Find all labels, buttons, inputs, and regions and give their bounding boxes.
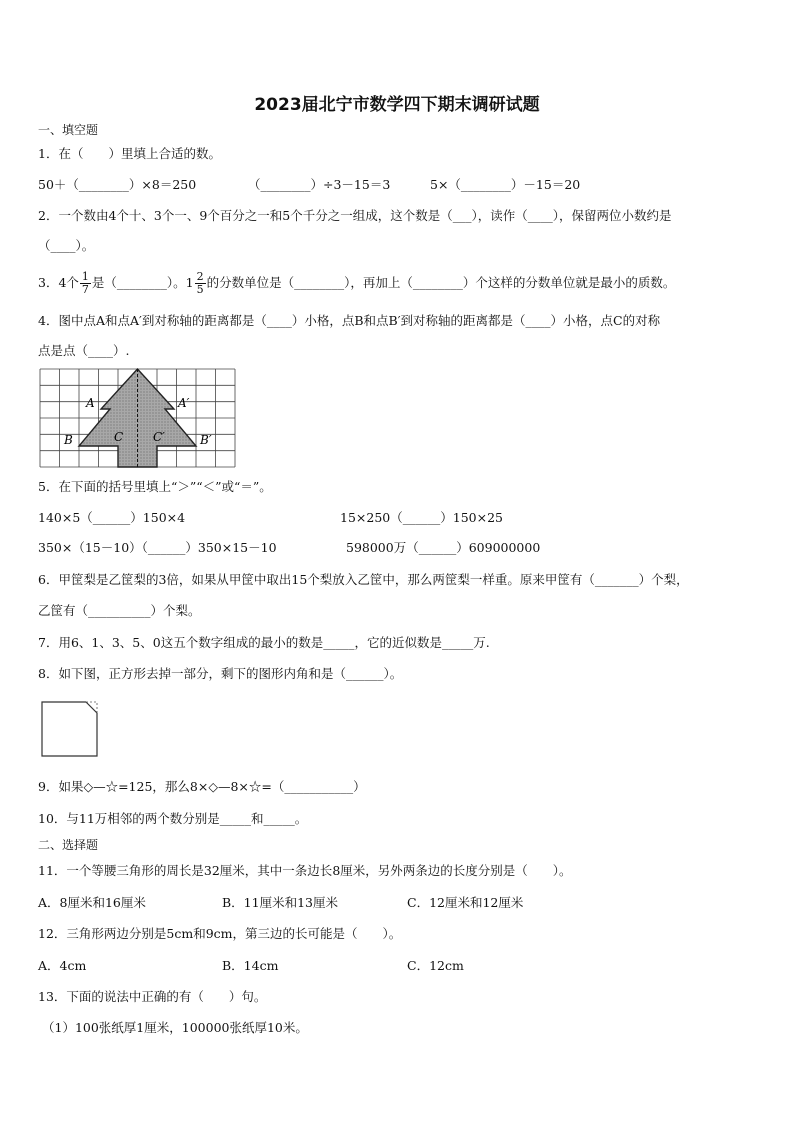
fraction-numerator: 1 <box>81 270 89 283</box>
question-13: 13．下面的说法中正确的有（ ）句。 <box>38 989 267 1004</box>
point-label-C-prime: C′ <box>153 430 165 444</box>
question-1b: （________）÷3－15＝3 <box>248 177 391 192</box>
mixed-number-whole: 1 <box>185 275 194 290</box>
point-label-B: B <box>64 433 73 447</box>
point-label-A: A <box>86 396 95 410</box>
question-3 <box>38 266 675 300</box>
question-5: 5．在下面的括号里填上“＞”“＜”或“＝”。 <box>38 479 272 494</box>
q3-text-2: 是（________）。 <box>91 275 186 290</box>
fraction-denominator: 7 <box>81 283 89 296</box>
question-11: 11．一个等腰三角形的周长是32厘米，其中一条边长8厘米，另外两条边的长度分别是（ ）。 <box>38 863 572 878</box>
question-6-line1: 6．甲筐梨是乙筐梨的3倍，如果从甲筐中取出15个梨放入乙筐中，那么两筐梨一样重。原来甲筐有（_______）个梨， <box>38 572 689 587</box>
question-1a: 50＋（________）×8＝250 <box>38 177 197 192</box>
point-label-B-prime: B′ <box>200 433 212 447</box>
question-1c: 5×（________）－15＝20 <box>430 177 581 192</box>
question-12: 12．三角形两边分别是5cm和9cm，第三边的长可能是（ ）。 <box>38 926 402 941</box>
question-5c: 350×（15－10）（______）350×15－10 <box>38 540 277 555</box>
question-7: 7．用6、1、3、5、0这五个数字组成的最小的数是_____，它的近似数是_____万. <box>38 635 490 650</box>
question-12-option-a: A．4cm <box>38 958 87 973</box>
question-5b: 15×250（______）150×25 <box>340 510 503 525</box>
question-9: 9．如果◇—☆=125，那么8×◇—8×☆=（___________） <box>38 779 366 794</box>
symmetry-grid-figure <box>38 367 240 469</box>
point-label-A-prime: A′ <box>178 396 190 410</box>
question-10: 10．与11万相邻的两个数分别是_____和_____。 <box>38 811 308 826</box>
question-12-option-b: B．14cm <box>222 958 279 973</box>
question-13-item-1: （1）100张纸厚1厘米，100000张纸厚10米。 <box>42 1020 308 1035</box>
fraction-two-fifths <box>195 271 206 296</box>
question-2-line1: 2．一个数由4个十、3个一、9个百分之一和5个千分之一组成，这个数是（___），读作（____），保留两位小数约是 <box>38 208 672 223</box>
question-6-line2: 乙筐有（__________）个梨。 <box>38 603 201 618</box>
fraction-numerator: 2 <box>196 270 204 283</box>
fraction-denominator: 5 <box>196 283 204 296</box>
q3-text-3: 的分数单位是（________），再加上（________）个这样的分数单位就是最小的质数。 <box>206 275 676 290</box>
q3-text-1: 3．4个 <box>38 275 79 290</box>
question-5d: 598000万（______）609000000 <box>346 540 541 555</box>
section-heading-multiple-choice: 二、选择题 <box>38 838 99 852</box>
question-4-line2: 点是点（____）. <box>38 343 130 358</box>
page-title: 2023届北宁市数学四下期末调研试题 <box>254 95 540 115</box>
question-11-option-c: C．12厘米和12厘米 <box>407 895 524 910</box>
question-1: 1．在（ ）里填上合适的数。 <box>38 146 221 161</box>
question-11-option-b: B．11厘米和13厘米 <box>222 895 338 910</box>
question-12-option-c: C．12cm <box>407 958 464 973</box>
point-label-C: C <box>114 430 124 444</box>
question-11-option-a: A．8厘米和16厘米 <box>38 895 146 910</box>
question-4-line1: 4．图中点A和点A′到对称轴的距离都是（____）小格，点B和点B′到对称轴的距离都是（____）小格，点C的对称 <box>38 313 661 328</box>
fraction-one-seventh <box>80 271 91 296</box>
question-2-line2: （____）。 <box>38 238 95 253</box>
question-8: 8．如下图，正方形去掉一部分，剩下的图形内角和是（______）。 <box>38 666 403 681</box>
cut-square-figure <box>40 700 102 760</box>
section-heading-fill-blank: 一、填空题 <box>38 123 99 137</box>
question-5a: 140×5（______）150×4 <box>38 510 186 525</box>
